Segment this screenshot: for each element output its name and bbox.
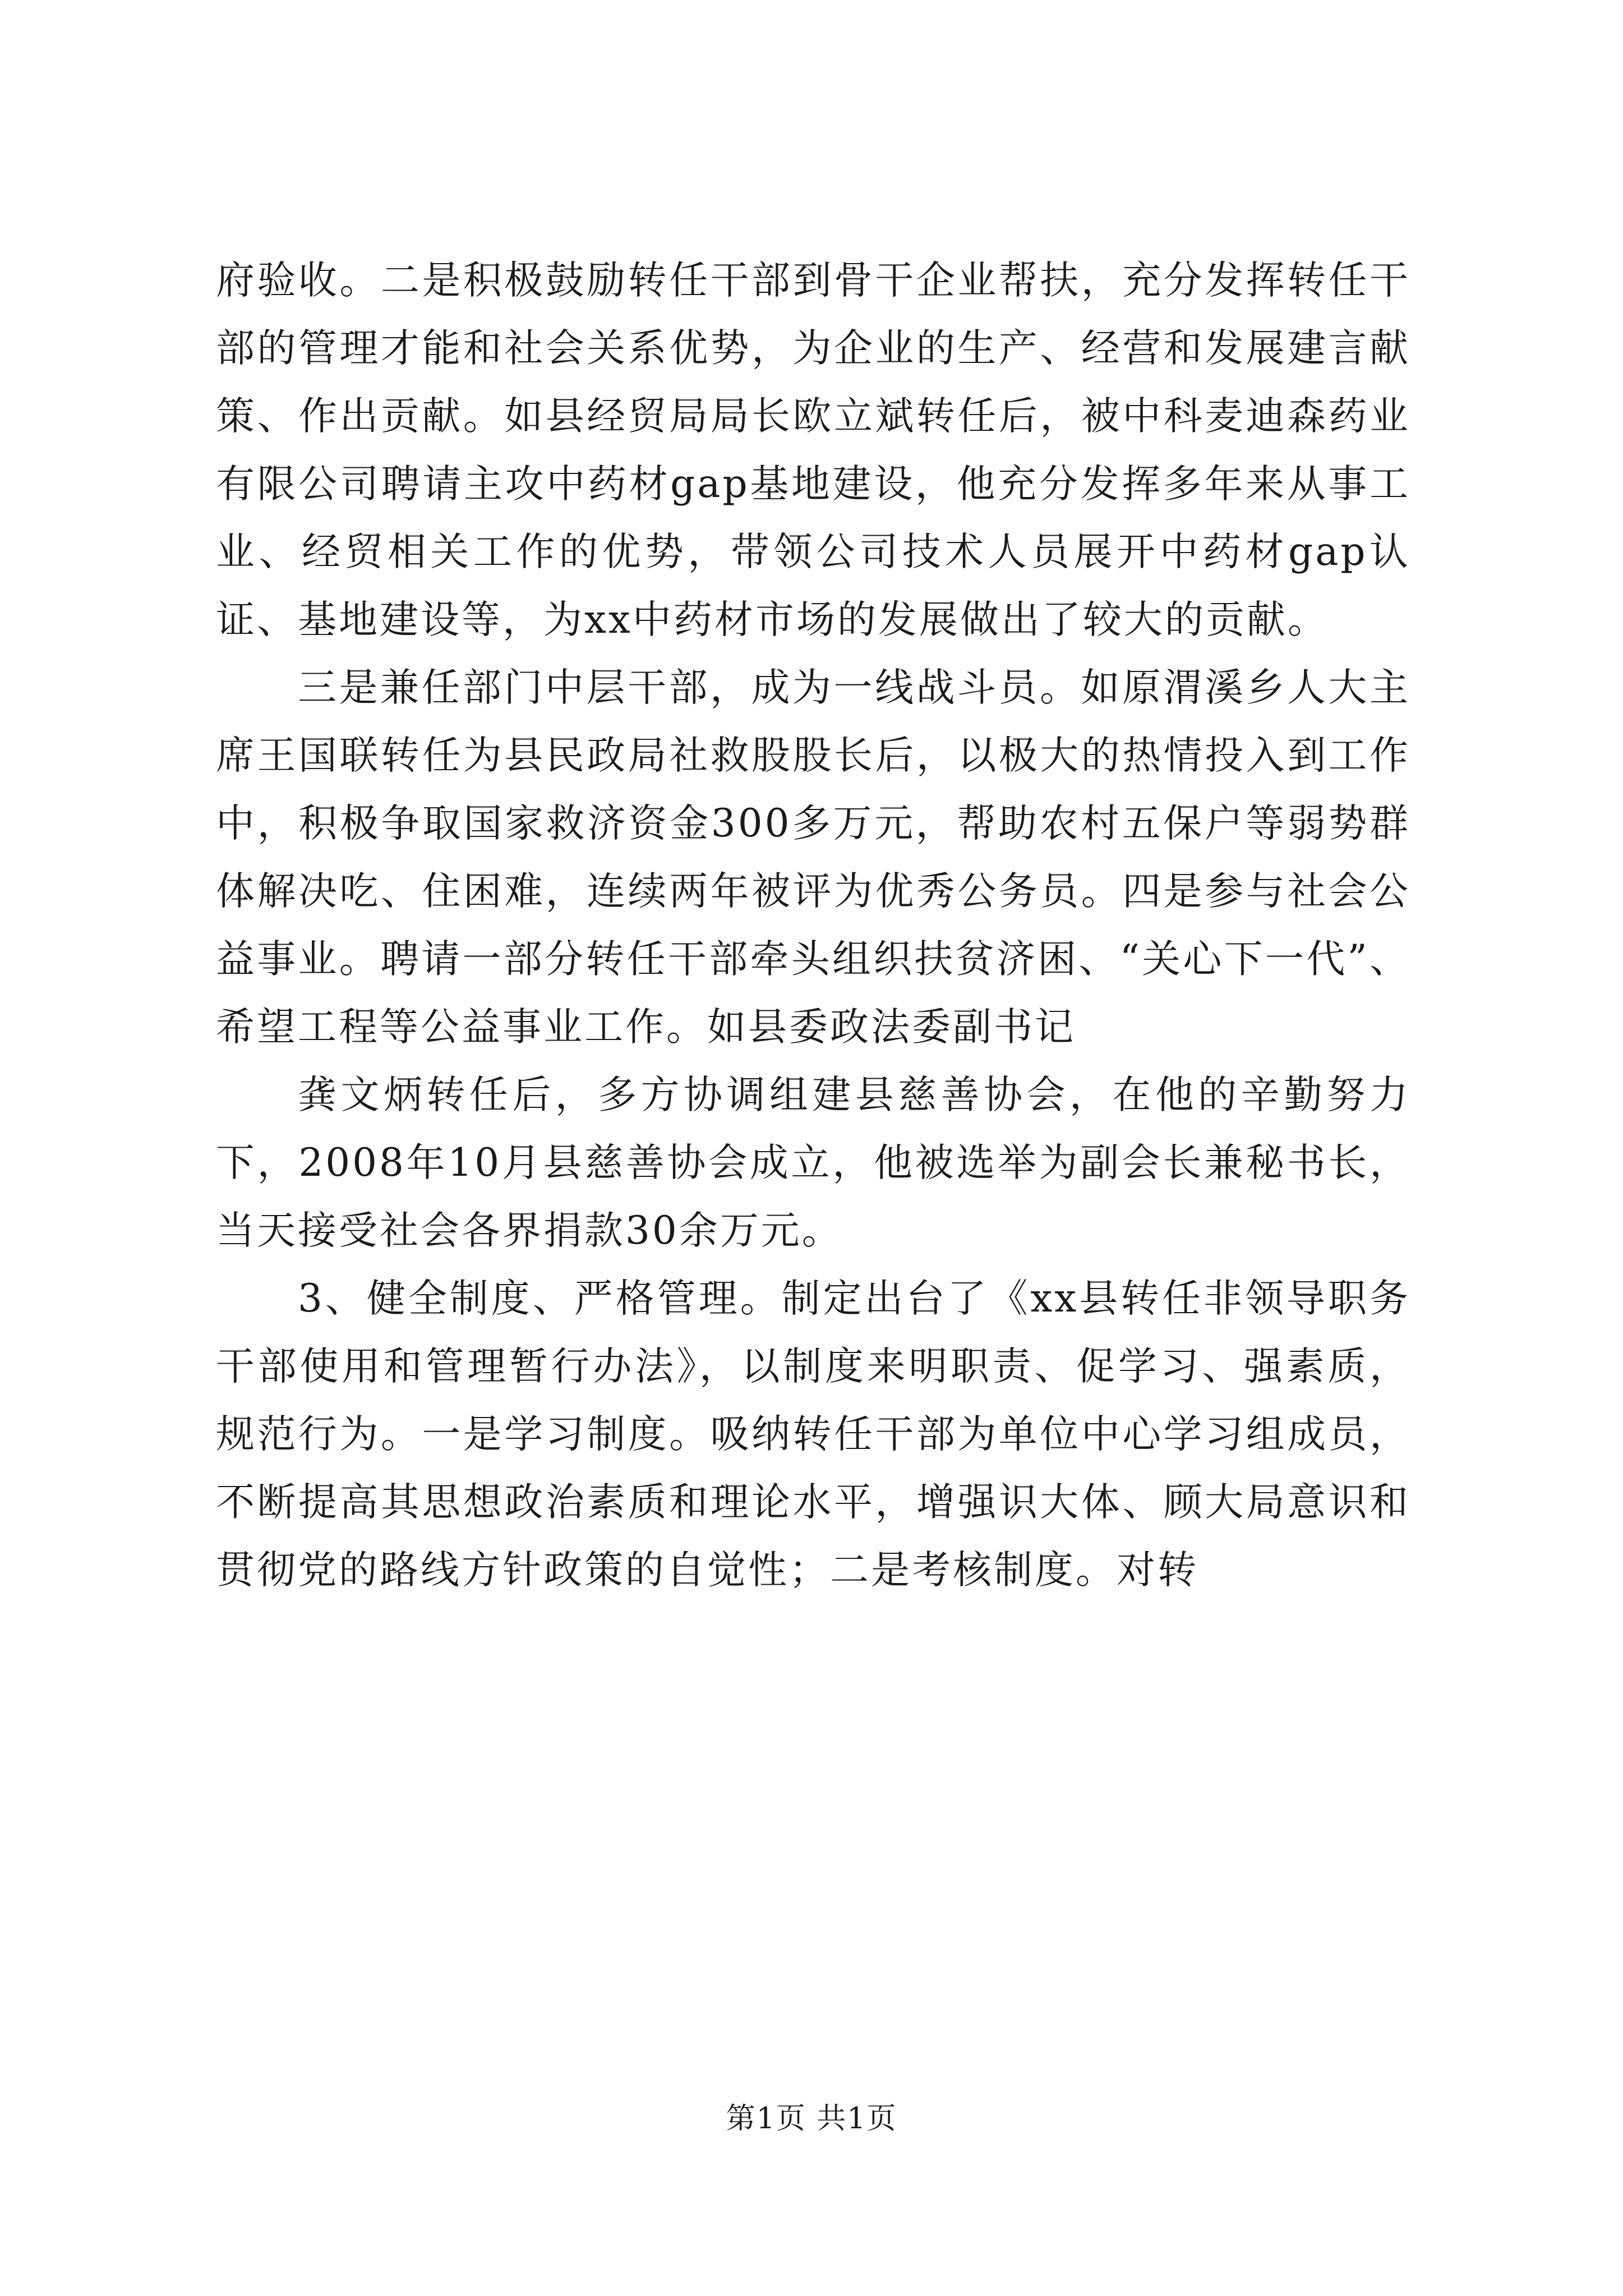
- page-footer: 第1页 共1页: [726, 2102, 897, 2136]
- document-body: [216, 247, 1410, 1604]
- paragraph-1: 府验收。二是积极鼓励转任干部到骨干企业帮扶，充分发挥转任干部的管理才能和社会关系优势，为企业的生产、经营和发展建言献策、作出贡献。如县经贸局局长欧立斌转任后，被中科麦迪森药业有限公司聘请主攻中药材gap基地建设，他充分发挥多年来从事工业、经贸相关工作的优势，带领公司技术人员展开中药材gap认证、基地建设等，为xx中药材市场的发展做出了较大的贡献。: [216, 258, 1410, 642]
- paragraph-3: 龚文炳转任后，多方协调组建县慈善协会，在他的辛勤努力下，2008年10月县慈善协会成立，他被选举为副会长兼秘书长，当天接受社会各界捐款30余万元。: [216, 1073, 1410, 1253]
- paragraph-4: 3、健全制度、严格管理。制定出台了《xx县转任非领导职务干部使用和管理暂行办法》，以制度来明职责、促学习、强素质，规范行为。一是学习制度。吸纳转任干部为单位中心学习组成员，不断提高其思想政治素质和理论水平，增强识大体、顾大局意识和贯彻党的路线方针政策的自觉性；二是考核制度。对转: [216, 1276, 1410, 1593]
- paragraph-2: 三是兼任部门中层干部，成为一线战斗员。如原渭溪乡人大主席王国联转任为县民政局社救股股长后，以极大的热情投入到工作中，积极争取国家救济资金300多万元，帮助农村五保户等弱势群体解决吃、住困难，连续两年被评为优秀公务员。四是参与社会公益事业。聘请一部分转任干部牵头组织扶贫济困、“关心下一代”、希望工程等公益事业工作。如县委政法委副书记: [216, 665, 1410, 1050]
